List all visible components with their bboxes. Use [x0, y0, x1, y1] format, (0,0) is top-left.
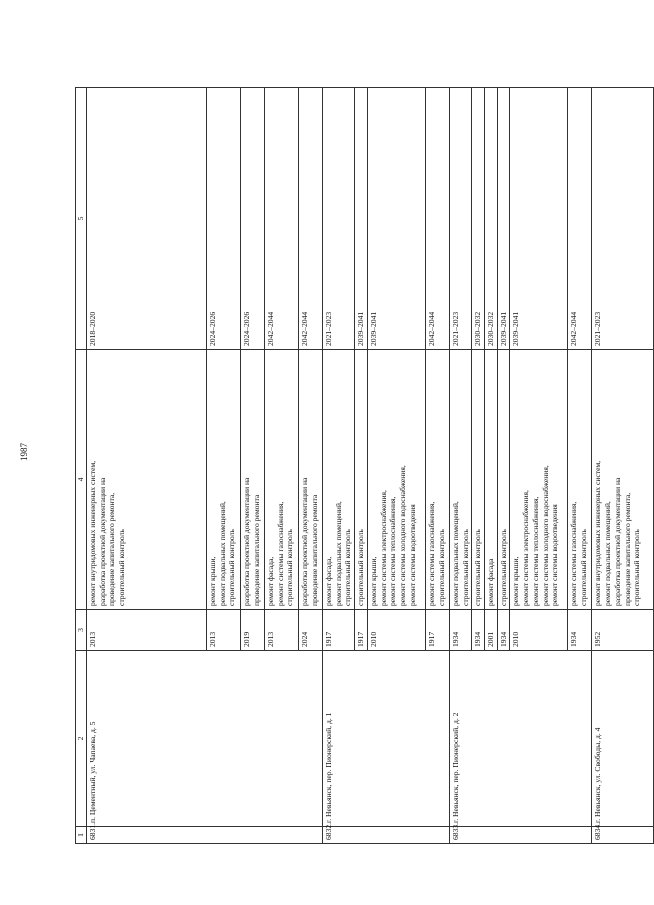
period: 2021–2023: [592, 88, 654, 350]
work-line: строительный контроль: [460, 529, 470, 606]
period: 2021–2023: [323, 88, 355, 350]
year: 1934: [568, 610, 592, 651]
work-type: [323, 350, 355, 610]
work-line: строительный контроль: [356, 529, 366, 606]
year: 1934: [497, 610, 510, 651]
work-type: [472, 350, 485, 610]
year: 2013: [265, 610, 299, 651]
work-type: [449, 350, 471, 610]
address: г. Невьянск, пер. Пионерский, д. 1: [323, 651, 450, 827]
period: 2039–2041: [355, 88, 368, 350]
work-line: ремонт системы газоснабжения,: [426, 501, 436, 606]
work-line: ремонт системы теплоснабжения,: [530, 496, 540, 606]
work-type: [592, 350, 654, 610]
year: 2019: [241, 610, 265, 651]
work-type: [568, 350, 592, 610]
header-cell-2: 2: [76, 651, 87, 827]
work-line: ремонт внутридомовых инженерных систем,: [593, 460, 603, 606]
work-line: строительный контроль: [117, 529, 127, 606]
header-cell-5: 5: [76, 88, 87, 350]
work-line: строительный контроль: [227, 529, 237, 606]
work-line: ремонт системы газоснабжения,: [569, 501, 579, 606]
work-line: строительный контроль: [436, 529, 446, 606]
header-cell-4: 4: [76, 350, 87, 610]
year: 1934: [472, 610, 485, 651]
work-line: проведение капитального ремонта,: [107, 492, 117, 606]
year: 1934: [449, 610, 471, 651]
work-type: [241, 350, 265, 610]
work-line: ремонт внутридомовых инженерных систем,: [88, 460, 97, 606]
work-type: [425, 350, 449, 610]
period: 2039–2041: [497, 88, 510, 350]
work-line: ремонт системы газоснабжения,: [275, 501, 285, 606]
work-type: [87, 350, 207, 610]
period: 2039–2041: [367, 88, 425, 350]
work-line: строительный контроль: [498, 529, 508, 606]
page-number: 1987: [19, 443, 29, 461]
work-line: ремонт фасада: [486, 558, 496, 606]
work-line: ремонт подвальных помещений,: [217, 501, 227, 606]
work-line: проведение капитального ремонта: [309, 494, 319, 606]
work-type: [355, 350, 368, 610]
year: 1917: [355, 610, 368, 651]
work-line: проведение капитального ремонта: [251, 494, 261, 606]
period: 2018–2020: [87, 88, 207, 350]
row-number: 6833.: [449, 827, 592, 844]
address: г. Невьянск, пер. Пионерский, д. 2: [449, 651, 592, 827]
header-cell-1: 1: [76, 827, 87, 844]
address: г. Невьянск, ул. Свободы, д. 4: [592, 651, 654, 827]
work-line: ремонт фасада,: [266, 556, 275, 606]
work-line: строительный контроль: [632, 529, 642, 606]
header-cell-3: 3: [76, 610, 87, 651]
row-number: 6831.: [87, 827, 323, 844]
year: 1917: [323, 610, 355, 651]
work-line: ремонт подвальных помещений,: [603, 501, 613, 606]
work-line: разработка проектной документации на: [612, 477, 622, 606]
year: 2024: [299, 610, 323, 651]
work-line: ремонт системы электроснабжения,: [378, 490, 388, 606]
work-line: строительный контроль: [579, 529, 589, 606]
work-line: ремонт крыши,: [368, 556, 378, 606]
year: 2010: [367, 610, 425, 651]
year: 1952: [592, 610, 654, 651]
table-row: [87, 88, 207, 844]
work-line: ремонт системы холодного водоснабжения,: [540, 465, 550, 606]
work-line: ремонт крыши,: [511, 556, 521, 606]
rotated-table-container: [75, 88, 642, 844]
period: 2024–2026: [241, 88, 265, 350]
header-row: [76, 88, 87, 844]
work-type: [265, 350, 299, 610]
period: 2039–2041: [510, 88, 568, 350]
period: 2021–2023: [449, 88, 471, 350]
year: 2010: [510, 610, 568, 651]
period: 2030–2032: [485, 88, 498, 350]
year: 2013: [207, 610, 241, 651]
work-line: разработка проектной документации на: [97, 477, 107, 606]
work-line: ремонт системы холодного водоснабжения,: [398, 465, 408, 606]
period: 2024–2026: [207, 88, 241, 350]
row-number: 6832.: [323, 827, 450, 844]
table-row: [323, 88, 355, 844]
work-line: ремонт системы водоотведения: [407, 504, 417, 606]
capital-repair-table: [75, 87, 654, 844]
work-type: [510, 350, 568, 610]
work-line: разработка проектной документации на: [242, 477, 251, 606]
year: 1917: [425, 610, 449, 651]
period: 2042–2044: [425, 88, 449, 350]
table-row: [449, 88, 471, 844]
work-line: строительный контроль: [343, 529, 353, 606]
work-type: [485, 350, 498, 610]
year: 2001: [485, 610, 498, 651]
work-type: [367, 350, 425, 610]
work-line: ремонт системы электроснабжения,: [521, 490, 531, 606]
work-line: проведение капитального ремонта,: [622, 492, 632, 606]
period: 2030–2032: [472, 88, 485, 350]
work-line: ремонт фасада,: [324, 556, 333, 606]
work-line: строительный контроль: [285, 529, 295, 606]
year: 2013: [87, 610, 207, 651]
work-line: строительный контроль: [473, 529, 483, 606]
work-line: ремонт подвальных помещений,: [450, 501, 460, 606]
period: 2042–2044: [265, 88, 299, 350]
period: 2042–2044: [568, 88, 592, 350]
work-type: [497, 350, 510, 610]
work-line: ремонт системы теплоснабжения,: [388, 496, 398, 606]
work-type: [299, 350, 323, 610]
table-row: [592, 88, 654, 844]
work-line: ремонт системы водоотведения: [550, 504, 560, 606]
work-line: ремонт крыши,: [208, 556, 217, 606]
address: п. Цементный, ул. Чапаева, д. 5: [87, 651, 323, 827]
row-number: 6834.: [592, 827, 654, 844]
period: 2042–2044: [299, 88, 323, 350]
work-line: ремонт подвальных помещений,: [333, 501, 343, 606]
work-type: [207, 350, 241, 610]
work-line: разработка проектной документации на: [300, 477, 309, 606]
